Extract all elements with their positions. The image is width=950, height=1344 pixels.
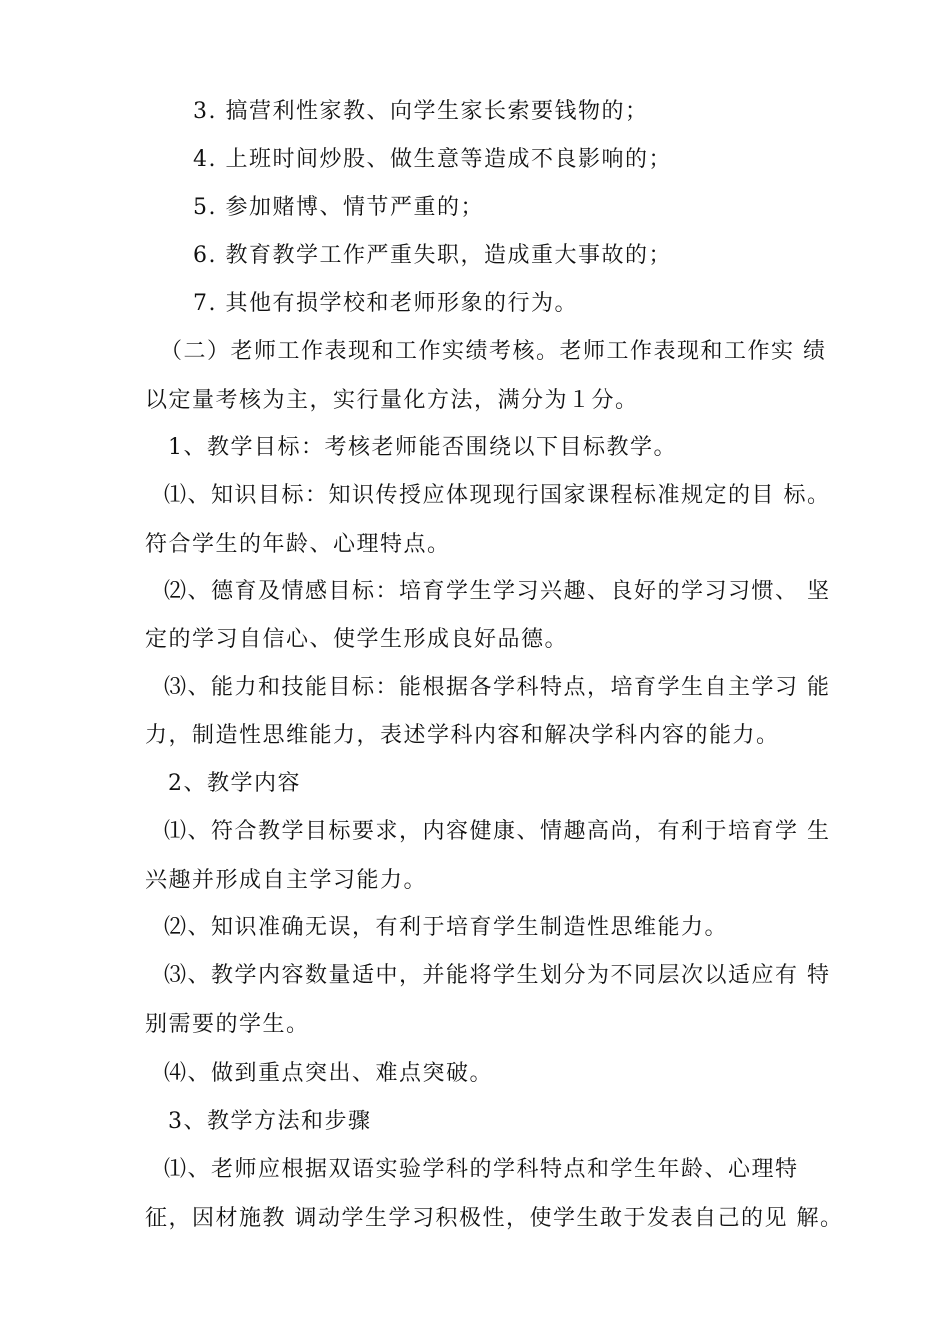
list-item-7: 7. 其他有损学校和老师形象的行为。 [193,291,578,316]
paragraph-line: 以定量考核为主，实行量化方法，满分为１分。 [145,388,639,413]
paragraph-line: ⑵、知识准确无误，有利于培育学生制造性思维能力。 [164,915,729,940]
paragraph-line: 别需要的学生。 [145,1012,310,1037]
paragraph-line: ⑷、做到重点突出、难点突破。 [164,1061,494,1086]
list-item-5: 5. 参加赌博、情节严重的； [193,195,484,220]
subheading-teaching-methods: 3、教学方法和步骤 [168,1109,372,1134]
paragraph-line: 符合学生的年龄、心理特点。 [145,532,451,557]
section-heading-2: （二）老师工作表现和工作实绩考核。老师工作表现和工作实 绩 [160,339,827,364]
paragraph-line: ⑴、知识目标：知识传授应体现现行国家课程标准规定的目 标。 [164,483,831,508]
paragraph-line: ⑴、符合教学目标要求，内容健康、情趣高尚，有利于培育学 生 [164,819,831,844]
list-item-3: 3. 搞营利性家教、向学生家长索要钱物的； [193,99,649,124]
paragraph-line: 兴趣并形成自主学习能力。 [145,868,428,893]
paragraph-line: ⑶、教学内容数量适中，并能将学生划分为不同层次以适应有 特 [164,963,831,988]
paragraph-line: ⑴、老师应根据双语实验学科的学科特点和学生年龄、心理特 [164,1157,799,1182]
paragraph-line: 定的学习自信心、使学生形成良好品德。 [145,627,569,652]
list-item-6: 6. 教育教学工作严重失职，造成重大事故的； [193,243,672,268]
list-item-4: 4. 上班时间炒股、做生意等造成不良影响的； [193,147,672,172]
paragraph-line: 力，制造性思维能力，表述学科内容和解决学科内容的能力。 [145,723,780,748]
paragraph-line: ⑶、能力和技能目标：能根据各学科特点，培育学生自主学习 能 [164,675,831,700]
paragraph-line: 征，因材施教 调动学生学习积极性，使学生敢于发表自己的见 解。 [145,1206,844,1231]
paragraph-line: ⑵、德育及情感目标：培育学生学习兴趣、良好的学习习惯、 坚 [164,579,831,604]
subheading-teaching-goals: 1、教学目标：考核老师能否围绕以下目标教学。 [168,435,677,460]
subheading-teaching-content: 2、教学内容 [168,771,301,796]
